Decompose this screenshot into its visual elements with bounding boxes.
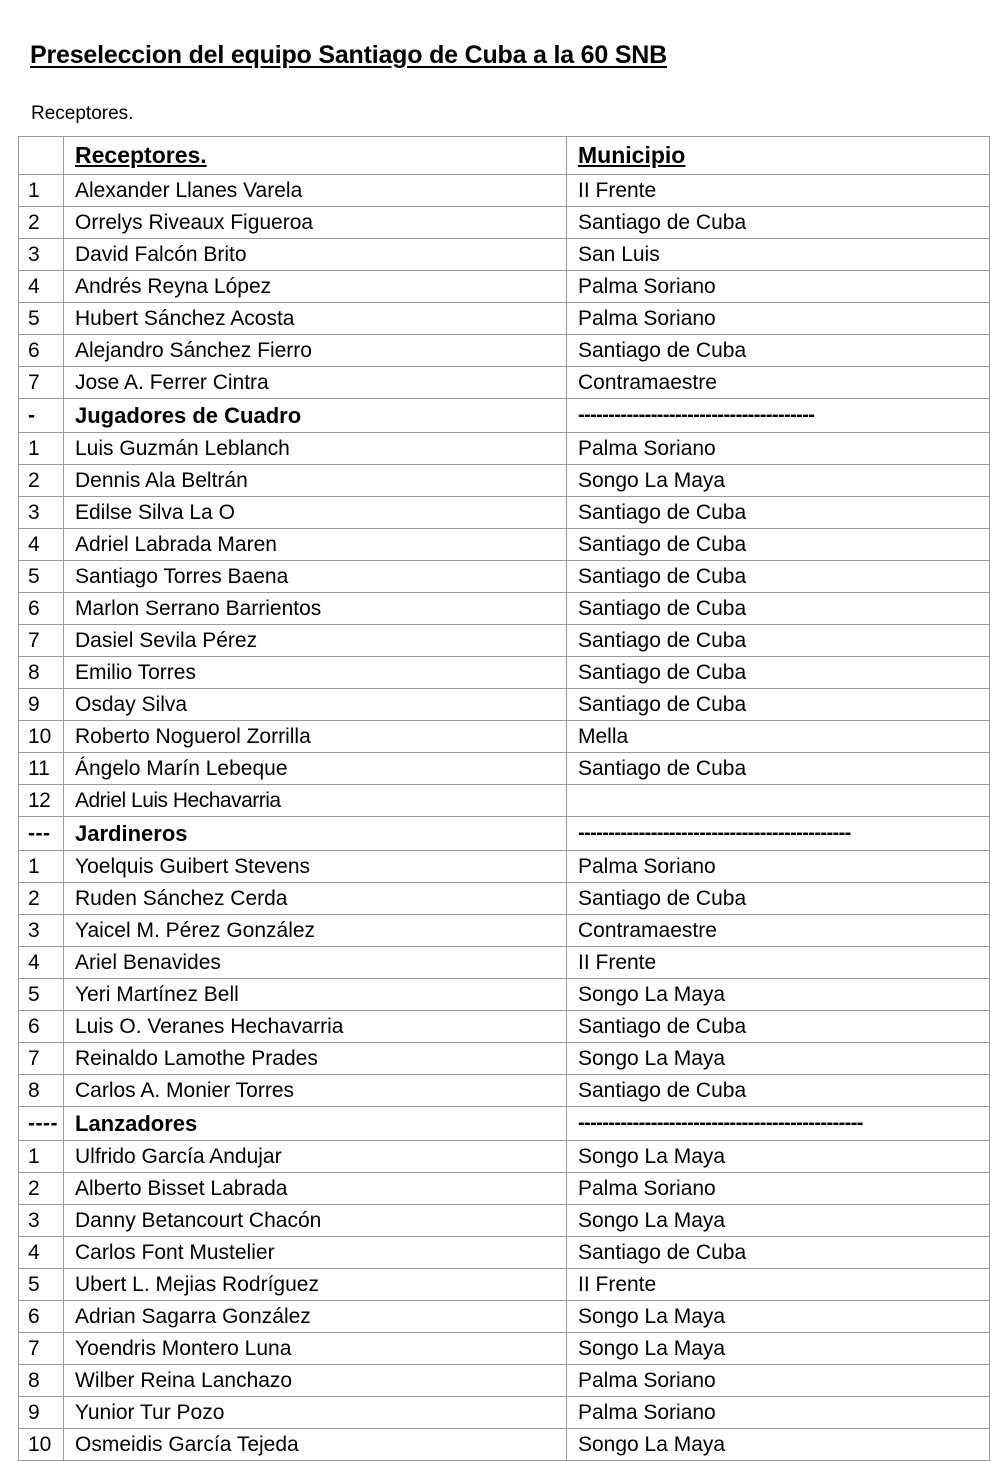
player-name: Osday Silva — [64, 689, 567, 721]
player-municipio: Songo La Maya — [567, 1141, 990, 1173]
row-index: 8 — [19, 657, 64, 689]
row-index: 3 — [19, 1205, 64, 1237]
row-index: 4 — [19, 271, 64, 303]
player-municipio: Songo La Maya — [567, 1333, 990, 1365]
table-row — [19, 367, 990, 399]
row-index: 6 — [19, 1301, 64, 1333]
player-municipio: Santiago de Cuba — [567, 1075, 990, 1107]
roster-table — [18, 136, 990, 1461]
table-row — [19, 207, 990, 239]
player-municipio: Contramaestre — [567, 915, 990, 947]
player-name: Carlos Font Mustelier — [64, 1237, 567, 1269]
player-municipio: Santiago de Cuba — [567, 561, 990, 593]
player-municipio: Santiago de Cuba — [567, 753, 990, 785]
table-row — [19, 593, 990, 625]
player-municipio: Mella — [567, 721, 990, 753]
section-divider-dashes: --------------------------------------------- — [567, 817, 990, 851]
table-row — [19, 1043, 990, 1075]
row-index: 7 — [19, 1333, 64, 1365]
row-index: 1 — [19, 1141, 64, 1173]
player-municipio: Songo La Maya — [567, 465, 990, 497]
row-index: 6 — [19, 1011, 64, 1043]
player-name: Yunior Tur Pozo — [64, 1397, 567, 1429]
row-index: 4 — [19, 1237, 64, 1269]
table-row — [19, 721, 990, 753]
table-row — [19, 175, 990, 207]
player-municipio: San Luis — [567, 239, 990, 271]
player-name: Yoelquis Guibert Stevens — [64, 851, 567, 883]
row-index: 2 — [19, 465, 64, 497]
table-row — [19, 561, 990, 593]
table-row — [19, 1237, 990, 1269]
player-name: Ruden Sánchez Cerda — [64, 883, 567, 915]
row-index: 7 — [19, 625, 64, 657]
table-row — [19, 465, 990, 497]
player-municipio: Palma Soriano — [567, 851, 990, 883]
player-name: Danny Betancourt Chacón — [64, 1205, 567, 1237]
row-index: 3 — [19, 497, 64, 529]
player-municipio: Songo La Maya — [567, 1301, 990, 1333]
section-title: Lanzadores — [64, 1107, 567, 1141]
row-index: 5 — [19, 979, 64, 1011]
row-index: 2 — [19, 1173, 64, 1205]
player-name: Osmeidis García Tejeda — [64, 1429, 567, 1461]
row-index: 7 — [19, 1043, 64, 1075]
section-title: Jardineros — [64, 817, 567, 851]
player-municipio: Songo La Maya — [567, 1205, 990, 1237]
player-name: Alexander Llanes Varela — [64, 175, 567, 207]
row-index: 8 — [19, 1075, 64, 1107]
player-name: Adrian Sagarra González — [64, 1301, 567, 1333]
page-title: Preseleccion del equipo Santiago de Cuba a la 60 SNB — [30, 40, 668, 69]
player-municipio: Santiago de Cuba — [567, 593, 990, 625]
section-title: Jugadores de Cuadro — [64, 399, 567, 433]
player-municipio: Songo La Maya — [567, 1429, 990, 1461]
row-index: 5 — [19, 561, 64, 593]
column-header-municipio: Municipio — [567, 137, 990, 175]
player-municipio: Santiago de Cuba — [567, 497, 990, 529]
table-row — [19, 1429, 990, 1461]
player-name: Santiago Torres Baena — [64, 561, 567, 593]
section-divider-dashes: ----------------------------------------------- — [567, 1107, 990, 1141]
column-header-index — [19, 137, 64, 175]
row-index: 1 — [19, 851, 64, 883]
row-index: 4 — [19, 947, 64, 979]
table-row — [19, 433, 990, 465]
table-row — [19, 689, 990, 721]
row-index: 3 — [19, 915, 64, 947]
table-row — [19, 1011, 990, 1043]
table-row — [19, 785, 990, 817]
table-row — [19, 979, 990, 1011]
roster-table-container — [18, 136, 989, 1461]
player-municipio: Palma Soriano — [567, 1365, 990, 1397]
player-municipio: Palma Soriano — [567, 1173, 990, 1205]
row-index: 3 — [19, 239, 64, 271]
player-municipio: Santiago de Cuba — [567, 1011, 990, 1043]
player-name: Yeri Martínez Bell — [64, 979, 567, 1011]
table-row — [19, 335, 990, 367]
table-row — [19, 1333, 990, 1365]
player-municipio: Contramaestre — [567, 367, 990, 399]
player-municipio: Santiago de Cuba — [567, 657, 990, 689]
player-name: Marlon Serrano Barrientos — [64, 593, 567, 625]
row-index: 9 — [19, 1397, 64, 1429]
player-name: Emilio Torres — [64, 657, 567, 689]
table-row — [19, 1173, 990, 1205]
row-index: 10 — [19, 721, 64, 753]
player-name: Luis O. Veranes Hechavarria — [64, 1011, 567, 1043]
table-row — [19, 1075, 990, 1107]
player-name: Adriel Labrada Maren — [64, 529, 567, 561]
player-municipio: Santiago de Cuba — [567, 207, 990, 239]
player-municipio: Songo La Maya — [567, 979, 990, 1011]
table-row — [19, 529, 990, 561]
player-municipio: Palma Soriano — [567, 1397, 990, 1429]
row-index: 2 — [19, 207, 64, 239]
player-name: Dasiel Sevila Pérez — [64, 625, 567, 657]
player-municipio: Santiago de Cuba — [567, 335, 990, 367]
player-name: Ubert L. Mejias Rodríguez — [64, 1269, 567, 1301]
player-name: Andrés Reyna López — [64, 271, 567, 303]
player-name: Alberto Bisset Labrada — [64, 1173, 567, 1205]
table-header-row — [19, 137, 990, 175]
table-row — [19, 851, 990, 883]
row-index: 9 — [19, 689, 64, 721]
section-marker: --- — [19, 817, 64, 851]
player-name: Adriel Luis Hechavarria — [64, 785, 567, 817]
table-row — [19, 1141, 990, 1173]
row-index: 1 — [19, 433, 64, 465]
table-row — [19, 497, 990, 529]
row-index: 6 — [19, 335, 64, 367]
player-municipio — [567, 785, 990, 817]
row-index: 7 — [19, 367, 64, 399]
player-name: Carlos A. Monier Torres — [64, 1075, 567, 1107]
player-municipio: Santiago de Cuba — [567, 883, 990, 915]
player-municipio: II Frente — [567, 175, 990, 207]
row-index: 8 — [19, 1365, 64, 1397]
player-name: Roberto Noguerol Zorrilla — [64, 721, 567, 753]
player-name: Ángelo Marín Lebeque — [64, 753, 567, 785]
row-index: 2 — [19, 883, 64, 915]
table-header — [19, 137, 990, 175]
player-municipio: Santiago de Cuba — [567, 1237, 990, 1269]
player-name: Edilse Silva La O — [64, 497, 567, 529]
table-row — [19, 1397, 990, 1429]
table-row — [19, 625, 990, 657]
player-municipio: Santiago de Cuba — [567, 529, 990, 561]
table-row — [19, 1301, 990, 1333]
table-row — [19, 1365, 990, 1397]
player-municipio: II Frente — [567, 947, 990, 979]
player-name: Hubert Sánchez Acosta — [64, 303, 567, 335]
player-name: Alejandro Sánchez Fierro — [64, 335, 567, 367]
table-row — [19, 657, 990, 689]
table-row — [19, 271, 990, 303]
section-marker: - — [19, 399, 64, 433]
player-municipio: Palma Soriano — [567, 303, 990, 335]
row-index: 11 — [19, 753, 64, 785]
table-row — [19, 883, 990, 915]
row-index: 4 — [19, 529, 64, 561]
player-name: Yaicel M. Pérez González — [64, 915, 567, 947]
row-index: 12 — [19, 785, 64, 817]
player-name: Luis Guzmán Leblanch — [64, 433, 567, 465]
player-municipio: Palma Soriano — [567, 433, 990, 465]
player-name: Ariel Benavides — [64, 947, 567, 979]
table-row — [19, 1269, 990, 1301]
table-row — [19, 1205, 990, 1237]
row-index: 5 — [19, 1269, 64, 1301]
section-header-row — [19, 1107, 990, 1141]
player-name: Ulfrido García Andujar — [64, 1141, 567, 1173]
table-row — [19, 753, 990, 785]
table-row — [19, 239, 990, 271]
player-municipio: Palma Soriano — [567, 271, 990, 303]
row-index: 1 — [19, 175, 64, 207]
row-index: 10 — [19, 1429, 64, 1461]
table-body — [19, 175, 990, 1461]
player-name: David Falcón Brito — [64, 239, 567, 271]
column-header-receptores: Receptores. — [64, 137, 567, 175]
player-municipio: Santiago de Cuba — [567, 689, 990, 721]
player-municipio: II Frente — [567, 1269, 990, 1301]
player-municipio: Songo La Maya — [567, 1043, 990, 1075]
player-name: Jose A. Ferrer Cintra — [64, 367, 567, 399]
section-marker: ---- — [19, 1107, 64, 1141]
section-header-row — [19, 817, 990, 851]
player-name: Orrelys Riveaux Figueroa — [64, 207, 567, 239]
player-name: Dennis Ala Beltrán — [64, 465, 567, 497]
table-row — [19, 303, 990, 335]
section-header-row — [19, 399, 990, 433]
table-row — [19, 915, 990, 947]
table-row — [19, 947, 990, 979]
player-name: Wilber Reina Lanchazo — [64, 1365, 567, 1397]
player-municipio: Santiago de Cuba — [567, 625, 990, 657]
player-name: Reinaldo Lamothe Prades — [64, 1043, 567, 1075]
row-index: 6 — [19, 593, 64, 625]
row-index: 5 — [19, 303, 64, 335]
player-name: Yoendris Montero Luna — [64, 1333, 567, 1365]
section-divider-dashes: --------------------------------------- — [567, 399, 990, 433]
section-label-receptores: Receptores. — [31, 103, 134, 124]
